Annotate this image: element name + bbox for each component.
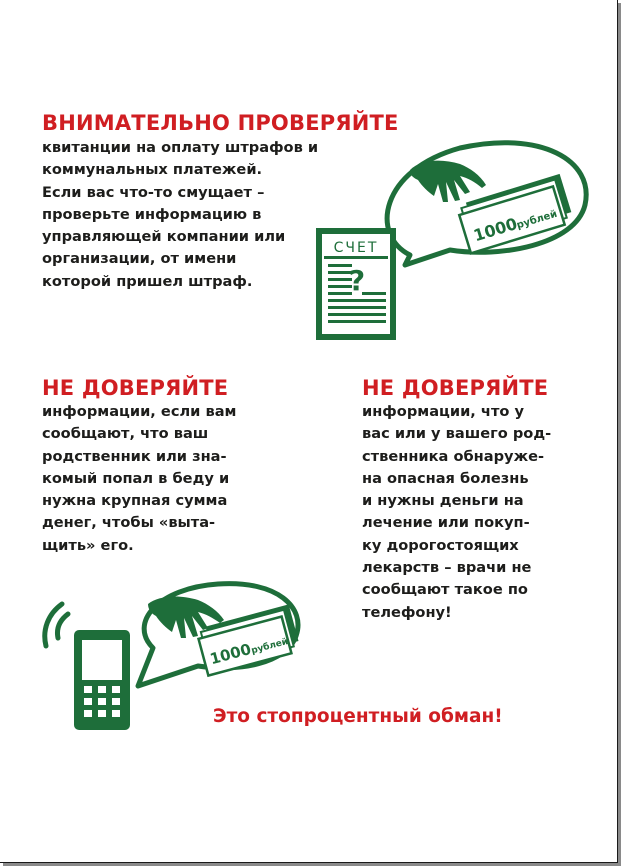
section3-text xyxy=(362,401,551,624)
invoice-illustration xyxy=(310,130,600,345)
section2-heading: НЕ ДОВЕРЯЙТЕ xyxy=(42,376,229,400)
section3-line: вас или у вашего род- xyxy=(362,425,552,443)
section3-line: информации, что у xyxy=(362,403,525,420)
section2-text xyxy=(42,401,237,557)
section1-line: которой пришел штраф. xyxy=(42,272,253,290)
banknote-amount: 1000 xyxy=(471,214,520,246)
signal-icon xyxy=(45,604,68,646)
banknote-unit: рублей xyxy=(250,636,290,657)
section3-heading: НЕ ДОВЕРЯЙТЕ xyxy=(362,376,549,400)
section1-heading: ВНИМАТЕЛЬНО ПРОВЕРЯЙТЕ xyxy=(42,111,399,135)
banknote-unit: рублей xyxy=(515,208,559,232)
section1-text xyxy=(42,137,318,293)
section1-line: организации, от имени xyxy=(42,250,237,268)
section2-line: комый попал в беду и xyxy=(42,469,230,487)
section3-line: телефону! xyxy=(362,603,452,621)
banknote-amount: 1000 xyxy=(207,639,253,669)
section2-line: родственник или зна- xyxy=(42,447,227,465)
section1-line: квитанции на оплату штрафов и xyxy=(42,139,319,156)
section3-line: лекарств – врачи не xyxy=(362,559,532,577)
section1-line: проверьте информацию в xyxy=(42,205,262,223)
invoice-label: СЧЕТ xyxy=(333,240,379,256)
section2-line: денег, чтобы «выта- xyxy=(42,514,216,532)
section3-line: ку дорогостоящих xyxy=(362,536,519,554)
section3-line: сообщают такое по xyxy=(362,581,528,599)
section3-line: ственника обнаруже- xyxy=(362,447,545,465)
section1-line: Если вас что-то смущает – xyxy=(42,183,265,201)
slogan: Это стопроцентный обман! xyxy=(213,706,503,727)
section2-line: сообщают, что ваш xyxy=(42,425,209,443)
section3-line: лечение или покуп- xyxy=(362,514,530,532)
section2-line: информации, если вам xyxy=(42,403,237,420)
section3-line: на опасная болезнь xyxy=(362,469,529,487)
invoice-icon xyxy=(316,228,396,340)
section2-line: щить» его. xyxy=(42,536,134,554)
section1-line: управляющей компании или xyxy=(42,228,286,246)
question-mark: ? xyxy=(348,264,366,297)
section2-line: нужна крупная сумма xyxy=(42,492,228,510)
section3-line: и нужны деньги на xyxy=(362,492,524,510)
mobile-phone-icon xyxy=(74,630,130,730)
section1-line: коммунальных платежей. xyxy=(42,161,263,179)
